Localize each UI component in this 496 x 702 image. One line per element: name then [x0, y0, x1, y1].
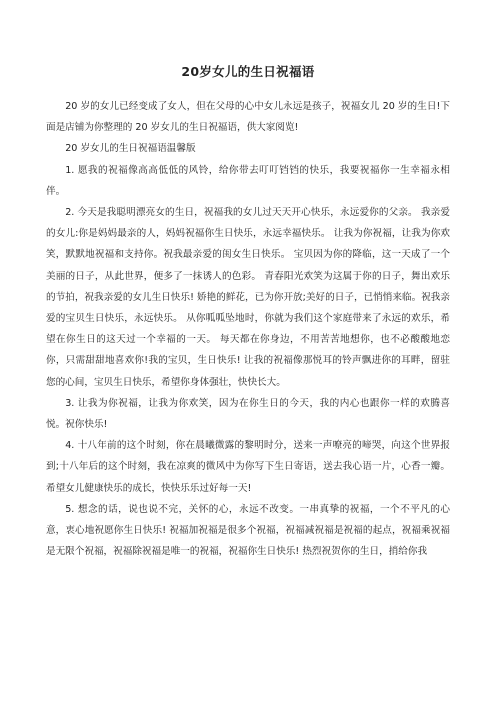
wish-item-1: 1. 愿我的祝福像高高低低的风铃，给你带去叮叮铛铛的快乐，我要祝福你一生幸福永相伴。	[46, 164, 450, 197]
wish-item-4: 4. 十八年前的这个时刻，你在晨曦微露的黎明时分，送来一声嘹亮的啼哭，向这个世界报到;十八年后的这个时刻，我在凉爽的微风中为你写下生日寄语，送去我心语一片，心香一瓣。 希望女儿健康快乐的成长，快快乐乐过好每一天!	[46, 440, 450, 494]
wish-item-2: 2. 今天是我聪明漂亮女的生日，祝福我的女儿过天天开心快乐，永远爱你的父亲。 我亲爱的女儿:你是妈妈最亲的人，妈妈祝福你生日快乐，永远幸福快乐。 让我为你祝福，让我为你欢笑，默默地祝福和支持你。祝我最亲爱的闺女生日快乐。 宝贝因为你的降临，这一天成了一个美丽的日子，从此世界，便多了一抹诱人的色彩。 青春阳光欢笑为这属于你的日子，舞出欢乐的节拍，祝我亲爱的女儿生日快乐! 娇艳的鲜花，已为你开放;美好的日子，已悄悄来临。祝我亲爱的宝贝生日快乐，永远快乐。 从你呱呱坠地时，你就为我们这个家庭带来了永远的欢乐，希望在你生日的这天过一个幸福的一天。 每天都在你身边，不用苦苦地想你，也不必酸酸地恋你，只需甜甜地喜欢你!我的宝贝，生日快乐! 让我的祝福像那悦耳的铃声飘进你的耳畔，留驻您的心间，宝贝生日快乐，希望你身体强壮，快快长大。	[46, 207, 450, 388]
wish-item-3: 3. 让我为你祝福，让我为你欢笑，因为在你生日的今天，我的内心也跟你一样的欢腾喜悦。祝你快乐!	[46, 397, 450, 431]
document-title: 20岁女儿的生日祝福语	[181, 64, 315, 79]
wish-item-5: 5. 想念的话，说也说不完，关怀的心，永远不改变。一串真挚的祝福，一个不平凡的心意，衷心地祝愿你生日快乐! 祝福加祝福是很多个祝福，祝福减祝福是祝福的起点，祝福乘祝福是无限个祝福，祝福除祝福是唯一的祝福，祝福你生日快乐! 热烈祝贺你的生日，捎给你我	[46, 503, 450, 558]
intro-paragraph: 20 岁的女儿已经变成了女人，但在父母的心中女儿永远是孩子，祝福女儿 20 岁的生日!下面是店铺为你整理的 20 岁女儿的生日祝福语，供大家阅览!	[46, 101, 450, 134]
section-heading: 20 岁女儿的生日祝福语温馨版	[65, 143, 196, 155]
